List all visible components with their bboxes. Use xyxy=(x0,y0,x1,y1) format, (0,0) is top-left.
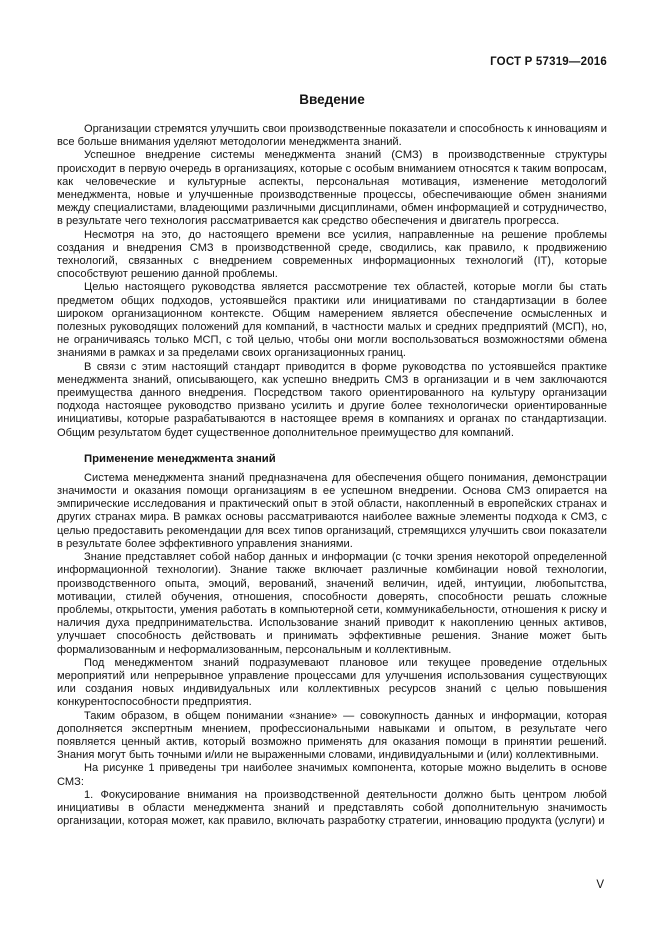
document-number: ГОСТ Р 57319—2016 xyxy=(490,56,607,68)
paragraph: Целью настоящего руководства является рассмотрение тех областей, которые могли бы стать предметом общих подходов, устоявшейся практики или инициативами по стандартизации в более широком организационном контексте. Общим намерением является обеспечение осмысленных и полезных руководящих положений для компаний, в частности малых и средних предприятий (МСП), но, не ограничиваясь только МСП, с той целью, чтобы они могли воспользоваться возможностями обмена знаниями в рамках и за пределами своих организационных границ. xyxy=(57,281,607,360)
paragraph: Система менеджмента знаний предназначена для обеспечения общего понимания, демонстрации значимости и оказания помощи организациям в ее успешном внедрении. Основа СМЗ опирается на эмпирические исследования и практический опыт в этой области, накопленный в европейских странах и других странах мира. В рамках основы рассматриваются наиболее важные элементы подхода к СМЗ, с целью предоставить рекомендации для всех типов организаций, стремящихся улучшить свои показатели в результате более эффективного управления знаниями. xyxy=(57,471,607,550)
paragraph: На рисунке 1 приведены три наиболее значимых компонента, которые можно выделить в основе СМЗ: xyxy=(57,762,607,788)
numbered-list-item: 1. Фокусирование внимания на производственной деятельности должно быть центром любой инициативы в области менеджмента знаний и представлять собой дополнительную значимость организации, которая может, как правило, включать разработку стратегии, инновацию продукта (услуги) и xyxy=(57,788,607,828)
page-number: V xyxy=(596,879,604,891)
introduction-body xyxy=(57,123,607,440)
application-body xyxy=(57,472,607,828)
paragraph: Под менеджментом знаний подразумевают плановое или текущее проведение отдельных мероприятий или непрерывное управление процессами для улучшения использования существующих или создания новых индивидуальных или коллективных ресурсов знаний с целью повышения конкурентоспособности предприятия. xyxy=(57,656,607,709)
paragraph: Организации стремятся улучшить свои производственные показатели и способность к инновациям и все больше внимания уделяют методологии менеджмента знаний. xyxy=(57,123,607,149)
subsection-title-knowledge-management: Применение менеджмента знаний xyxy=(84,452,276,465)
paragraph: Успешное внедрение системы менеджмента знаний (СМЗ) в производственные структуры происходит в первую очередь в организациях, которые с особым вниманием относятся к таким вопросам, как человеческие и культурные аспекты, персональная мотивация, изменение методологий менеджмента, новые и улучшенные производственные процессы, обеспечивающие обмен знаниями между специалистами, владеющими различными дисциплинами, обмен информацией и сотрудничество, в результате чего технология рассматривается как средство обеспечения и двигатель прогресса. xyxy=(57,149,607,228)
section-title-introduction: Введение xyxy=(299,92,365,107)
paragraph: Знание представляет собой набор данных и информации (с точки зрения некоторой определенной информационной технологии). Знание также включает различные комбинации новой технологии, производственного опыта, эмоций, верований, значений величин, идей, интуиции, любопытства, мотивации, стилей обучения, отношения, способности доверять, способности решать сложные проблемы, открытости, умения работать в компьютерной сети, коммуникабельности, отношения к риску и наличия духа предпринимательства. Использование знаний приводит к накоплению ценных активов, улучшает способность действовать и принимать эффективные решения. Знание может быть формализованным и неформализованным, персональным и коллективным. xyxy=(57,551,607,656)
paragraph: В связи с этим настоящий стандарт приводится в форме руководства по устоявшейся практике менеджмента знаний, описывающего, как успешно внедрить СМЗ в организации и в чем заключаются преимущества данного внедрения. Посредством такого ориентированного на культуру организации подхода настоящее руководство призвано усилить и другие более технологически ориентированные инициативы, которые разрабатываются в настоящее время в компаниях и органах по стандартизации. Общим результатом будет существенное дополнительное преимущество для компаний. xyxy=(57,360,607,439)
paragraph: Несмотря на это, до настоящего времени все усилия, направленные на решение проблемы создания и внедрения СМЗ в производственной среде, сводились, как правило, к продвижению технологий, связанных с внедрением современных информационных технологий (IT), которые способствуют решению данной проблемы. xyxy=(57,228,607,281)
paragraph: Таким образом, в общем понимании «знание» — совокупность данных и информации, которая дополняется экспертным мнением, профессиональными навыками и опытом, в результате чего появляется ценный актив, который возможно применять для оказания помощи в принятии решений. Знания могут быть точными и/или не выраженными словами, индивидуальными и (или) коллективными. xyxy=(57,709,607,762)
